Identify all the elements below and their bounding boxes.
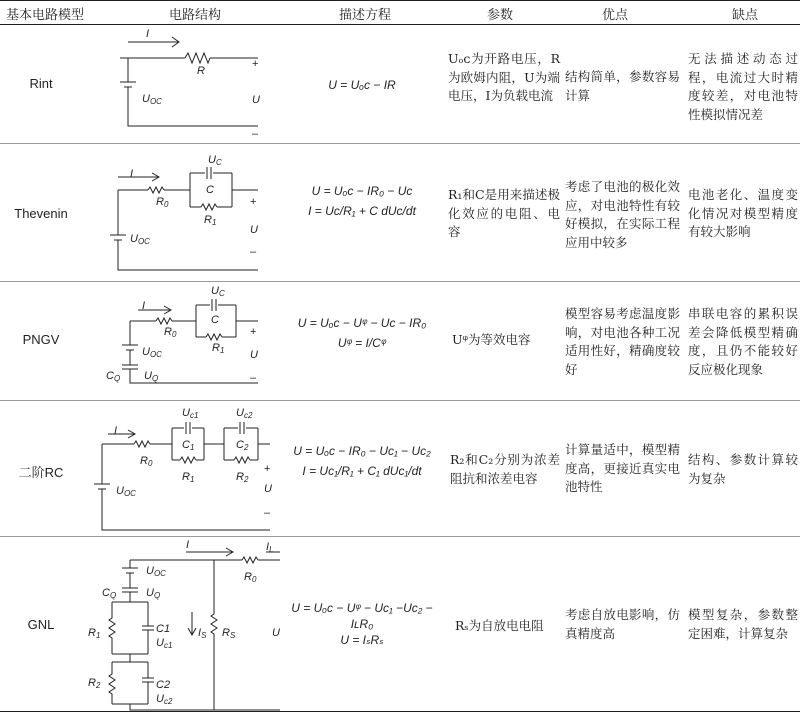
header-equation: 描述方程 [338,8,391,23]
svg-text:UOC: UOC [142,346,162,359]
svg-text:C2: C2 [156,679,171,691]
equation-line: U = Uₒᴄ − Uᵠ − Uᴄ − IR₀ [297,316,427,330]
svg-text:R1: R1 [182,471,195,484]
svg-text:UOC: UOC [146,565,166,578]
equation-block [282,183,442,219]
svg-text:+: + [252,58,259,70]
model-name: Rint [29,76,53,91]
svg-text:+: + [250,196,257,208]
svg-text:R0: R0 [140,455,153,468]
svg-text:UC: UC [208,154,222,167]
cons-cell: 串联电容的累积误差会降低模型精确度，且仍不能较好反应极化现象 [688,306,798,377]
params-cell: R₂和C₂分别为浓差阻抗和浓差电容 [450,452,560,486]
pros-cell: 模型容易考虑温度影响，对电池各种工况适用性好，精确度较好 [565,306,680,377]
row-rule [0,281,800,282]
svg-text:CQ: CQ [106,370,121,383]
svg-text:IL: IL [266,541,274,554]
params-cell: Rₛ为自放电电阻 [455,618,544,633]
equation-block [282,443,442,479]
svg-text:R1: R1 [88,627,101,640]
pros-cell: 计算量适中，模型精度高，更接近真实电池特性 [565,442,680,494]
table-top-rule [0,0,800,1]
svg-text:UOC: UOC [116,485,136,498]
equation-line: U = Uₒᴄ − Uᵠ − Uᴄ₁ −Uᴄ₂ − [291,601,433,615]
pngv-circuit-diagram [100,283,280,400]
svg-text:I: I [142,300,146,312]
equation-line: U = Uₒᴄ − IR₀ − Uᴄ [311,184,413,198]
equation-line: U = Uₒᴄ − IR₀ − Uᴄ₁ − Uᴄ₂ [293,444,431,458]
svg-text:R: R [197,65,205,77]
svg-text:C: C [211,314,219,326]
params-cell: R₁和C是用来描述极化效应的电阻、电容 [448,187,560,239]
svg-text:R1: R1 [212,342,225,355]
cons-cell: 无法描述动态过程，电流过大时精度较差，对电池特性模拟情况差 [688,51,798,122]
svg-text:UOC: UOC [130,233,150,246]
svg-text:UQ: UQ [144,370,159,383]
model-name: PNGV [22,332,60,347]
svg-text:UC: UC [211,285,225,298]
svg-text:–: – [252,128,259,140]
rint-circuit-diagram [100,25,280,143]
row-rule [0,400,800,401]
svg-text:R0: R0 [244,571,257,584]
svg-text:C: C [206,184,214,196]
equation-block [282,315,442,351]
svg-text:R1: R1 [204,214,217,227]
model-name: Thevenin [14,206,68,221]
header-params: 参数 [486,8,513,23]
header-cons: 缺点 [731,8,758,23]
cons-cell: 电池老化、温度变化情况对模型精度有较大影响 [688,187,798,239]
model-name: 二阶RC [18,465,64,480]
params-cell: Uᵠ为等效电容 [452,332,531,347]
svg-text:U: U [252,94,260,106]
equation-line: U = IₛRₛ [340,633,384,647]
svg-text:I: I [114,425,118,437]
equation-line: I = Uᴄ₁/R₁ + C₁ dUᴄ₁/dt [302,464,422,478]
model-name: GNL [27,617,55,632]
svg-text:Uc2: Uc2 [156,693,173,706]
cons-cell: 模型复杂，参数整定困难，计算复杂 [688,607,798,641]
svg-text:Uc1: Uc1 [156,637,173,650]
pros-cell: 考虑自放电影响，仿真精度高 [565,607,680,641]
second-order-rc-circuit-diagram [96,402,280,536]
svg-text:–: – [250,372,257,384]
cons-cell: 结构、参数计算较为复杂 [688,452,798,486]
svg-text:I: I [186,539,190,551]
header-structure: 电路结构 [168,8,221,23]
svg-text:UQ: UQ [146,587,161,600]
svg-text:RS: RS [222,627,236,640]
equation-block [282,600,442,648]
pros-cell: 考虑了电池的极化效应，对电池特性有较好模拟，在实际工程应用中较多 [565,179,680,250]
svg-text:+: + [264,463,271,475]
header-pros: 优点 [601,8,628,23]
svg-text:R2: R2 [88,677,101,690]
svg-text:–: – [250,246,257,258]
svg-text:C1: C1 [182,439,195,452]
svg-text:R0: R0 [164,326,177,339]
svg-text:U: U [272,627,280,639]
thevenin-circuit-diagram [100,145,280,281]
svg-text:UOC: UOC [142,93,162,106]
svg-text:C1: C1 [156,623,171,635]
svg-text:–: – [264,507,271,519]
equation-line: I = Uᴄ/R₁ + C dUᴄ/dt [308,204,416,218]
svg-text:R0: R0 [156,196,169,209]
header-model: 基本电路模型 [5,8,84,23]
svg-text:Uc2: Uc2 [236,407,253,420]
equation-block [282,77,442,93]
equation-line: U = Uₒᴄ − IR [328,78,396,92]
svg-text:I: I [130,168,134,180]
svg-text:R2: R2 [236,471,249,484]
row-rule [0,143,800,144]
equation-line: IʟR₀ [350,617,374,631]
params-cell: Uₒᴄ为开路电压，R为欧姆内阻，U为端电压，I为负载电流 [448,51,560,103]
svg-text:U: U [264,483,272,495]
svg-text:IS: IS [198,627,207,640]
table-bottom-rule [0,711,800,712]
svg-text:U: U [250,349,258,361]
gnl-circuit-diagram [82,538,280,710]
svg-text:Uc1: Uc1 [182,407,199,420]
pros-cell: 结构简单，参数容易计算 [565,69,680,103]
svg-text:CQ: CQ [102,587,117,600]
svg-text:+: + [250,326,257,338]
svg-text:I: I [146,28,150,40]
svg-text:U: U [250,224,258,236]
row-rule [0,536,800,537]
equation-line: Uᵠ = I/Cᵠ [337,336,387,350]
svg-text:C2: C2 [236,439,249,452]
